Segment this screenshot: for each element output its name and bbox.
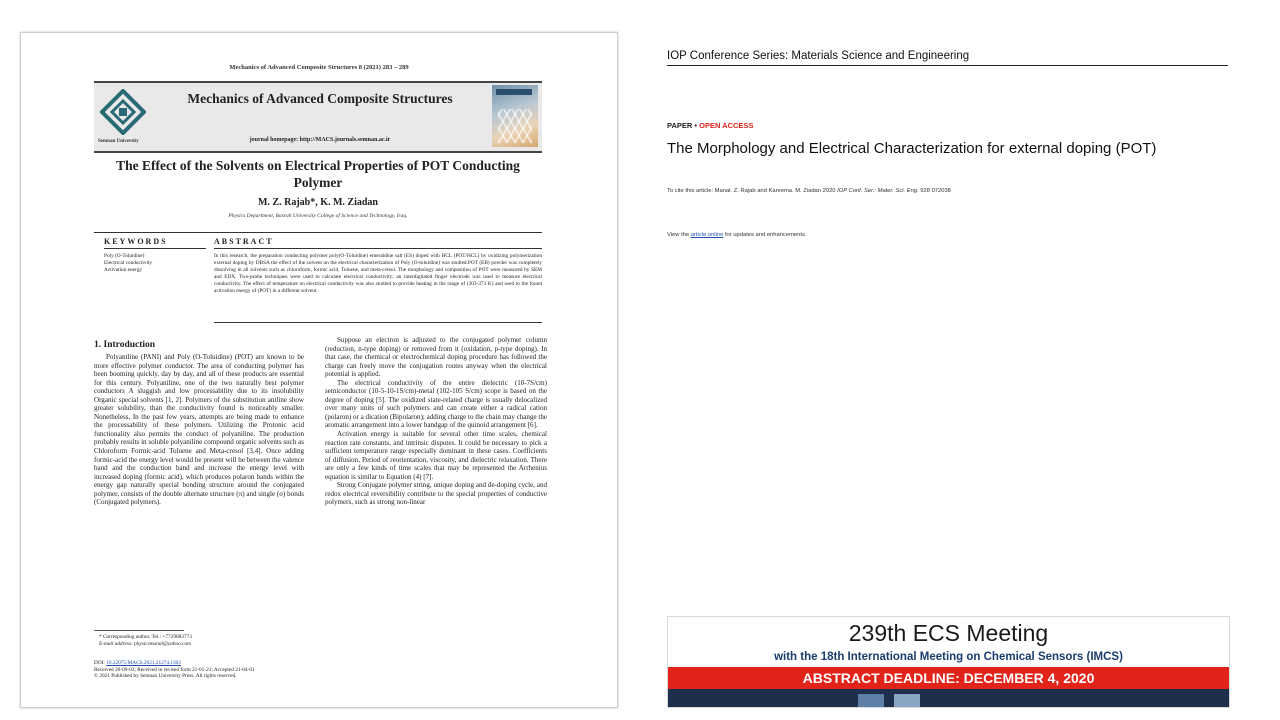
view-online-line: [667, 232, 1227, 238]
paper-affiliation: Physics Department, Basrah University College of Science and Technology, Iraq.: [228, 213, 408, 219]
tag-separator: •: [694, 121, 698, 130]
journal-masthead: [94, 81, 542, 153]
keywords-heading: KEYWORDS: [104, 237, 168, 246]
article-online-link[interactable]: article online: [690, 232, 724, 238]
cite-journal: IOP Conf. Ser.: Mater. Sci. Eng.: [837, 188, 919, 194]
body-column-left: [94, 353, 304, 507]
journal-cover-icon: [492, 85, 538, 147]
banner-image-strip: [668, 689, 1229, 707]
running-head: Mechanics of Advanced Composite Structures 8 (2021) 283 – 289: [229, 64, 409, 71]
doi-line: [94, 660, 494, 667]
doi-label: DOI:: [94, 660, 105, 666]
divider: [214, 248, 542, 249]
paper-label: PAPER: [667, 121, 693, 130]
cite-prefix: To cite this article: Manal. Z. Rajab and Kareema. M. Ziadan 2020: [667, 188, 836, 194]
banner-title: 239th ECS Meeting: [848, 620, 1049, 646]
university-caption: Semnan University: [98, 139, 139, 144]
author-email[interactable]: physicsmanal@yahoo.com: [134, 641, 191, 648]
keyword-item: Electrical conductivity: [104, 260, 153, 266]
iop-paper-title[interactable]: The Morphology and Electrical Characterization for external doping (POT): [667, 140, 1157, 157]
journal-name: Mechanics of Advanced Composite Structures: [187, 91, 453, 106]
body-column-right: [325, 336, 547, 507]
doi-block: [94, 660, 494, 680]
view-suffix: for updates and enhancements.: [724, 232, 807, 238]
paper-authors: M. Z. Rajab*, K. M. Ziadan: [257, 197, 378, 208]
journal-homepage[interactable]: journal homepage: http://MACS.journals.semnan.ac.ir: [249, 137, 391, 143]
email-label: E-mail address:: [99, 641, 133, 648]
left-paper-page: [20, 32, 618, 708]
paper-tag: [667, 121, 753, 130]
paragraph: Strong Conjugate polymer string, unique doping and de-doping cycle, and redox electrical reversibility contribute to the special properties of conductive polymers, such as strong non-linear: [325, 481, 547, 507]
paragraph: Suppose an electron is adjusted to the conjugated polymer column (reduction, n-type doping) or removed from it (oxidation, p-type doping). In that case, the chemical or electrochemical doping procedure has followed the charge can freely move the conjugation routes anyway when the electrical potential is applied.: [325, 336, 547, 379]
author-email-line: [99, 641, 399, 648]
keywords-list: [104, 253, 208, 274]
paper-title: The Effect of the Solvents on Electrical Properties of POT Conducting Polymer: [116, 158, 520, 190]
ecs-meeting-banner[interactable]: [667, 616, 1230, 708]
citation-line: [667, 188, 1227, 194]
banner-deadline: ABSTRACT DEADLINE: DECEMBER 4, 2020: [668, 667, 1229, 689]
received-dates: Received 20-09-03; Received in revised form 21-01-21; Accepted 21-04-01: [94, 666, 255, 673]
abstract-text: In this research, the preparation conducting polymer poly(O-Toluidine) emeraldine salt (ES) doped with HCL (POT/HCL) by oxidizing polymerization external doping by DBSA the effect of the solvent on the electrical characterization of Poly (O-toluidine) was studied.POT (EB) powder was completely dissolving in all solvents such as chloroform, formic acid, Toluene, and meta-cresol. The morphology and composition of POT were measured by SEM and EDX. Two-probe techniques were used to calculate electrical conductivity; an interdigitated finger electrode was used to measure electrical conductivity. The effect of temperature on electrical conductivity was also studied to provide heating in the range of (303-373 K) and used to the found activation energy of (POT) in a different solvent.: [214, 253, 542, 294]
semnan-logo-icon: [100, 89, 146, 135]
divider: [667, 65, 1228, 66]
paragraph: Activation energy is suitable for several other time scales, chemical reaction rate constants, and intrinsic disputes. It could be necessary to pick a sufficient temperature range especially dominant in these cases. Coefficients of diffusion, Period of reorientation, viscosity, and dielectric relaxation. There are only a few kinds of time scales that may be represented the Arrhenius equation is similar to Equation (4) [7].: [325, 430, 547, 481]
doi-link[interactable]: 10.22075/MACS.2021.21274.1302: [106, 660, 181, 666]
paragraph: Polyaniline (PANI) and Poly (O-Toluidine) (POT) are known to be more effective polymer conductor. The area of conducting polymer has been booming quickly, day by day, and all of these products are essential for this century. Polyaniline, one of the two naturally best polymer conductors A sluggish and low processability due to its insolubility Organic special solvents [1, 2]. Polymers of the substitution aniline show greater solubility, than the conductivity found is noticeably smaller. Nonetheless, In the past few years, attempts are being made to enhance the processability of these polymers. Utilizing the Protonic acid functionality also permits the conduct of polyaniline. The production probably results in soluble polyaniline compound organic solvents such as Chloroform Formic-acid Toluene and Meta-cresol [3,4]. Once adding formic-acid the energy level would be present will be between the valence band and the conduction band and increase the energy level with increased doping (formic acid), which produces polaron bands within the energy gap naturally special bonding structure around the conjugated polymer, consists of the double alternate structure (π) and single (σ) bonds (Conjugated polymers).: [94, 353, 304, 507]
banner-subtitle: with the 18th International Meeting on Chemical Sensors (IMCS): [774, 651, 1123, 663]
series-name: IOP Conference Series: Materials Science and Engineering: [667, 50, 970, 62]
copyright: © 2021 Published by Semnan University Press. All rights reserved.: [94, 673, 237, 680]
footnote: [99, 634, 399, 649]
section-heading: 1. Introduction: [94, 340, 156, 350]
keyword-item: Activation energy: [104, 267, 142, 273]
cite-suffix: 928 072038: [920, 188, 951, 194]
abstract-heading: ABSTRACT: [214, 237, 274, 246]
open-access-badge: OPEN ACCESS: [699, 121, 754, 130]
footnote-divider: [94, 630, 184, 631]
view-prefix: View the: [667, 232, 690, 238]
paragraph: The electrical conductivity of the entire dielectric (10-7S/cm) semiconductor (10-5-10-1S/cm)-metal (102-105 S/cm) scope is based on the degree of doping [5]. The oxidized state-related charge is usually delocalized over many units of such polymers and can create either a radical cation (polaron) or a dication (Bipolaron); adding charge to the chain may change the aromatic arrangement into a lower bandgap of the quinoid arrangement [6].: [325, 378, 547, 430]
corresponding-author: * Corresponding author. Tel.: +7729083773: [99, 634, 192, 640]
divider: [94, 232, 542, 233]
right-paper-page: [638, 32, 1240, 706]
keyword-item: Poly (O-Toluidine): [104, 253, 145, 259]
divider: [214, 322, 542, 323]
divider: [104, 248, 206, 249]
